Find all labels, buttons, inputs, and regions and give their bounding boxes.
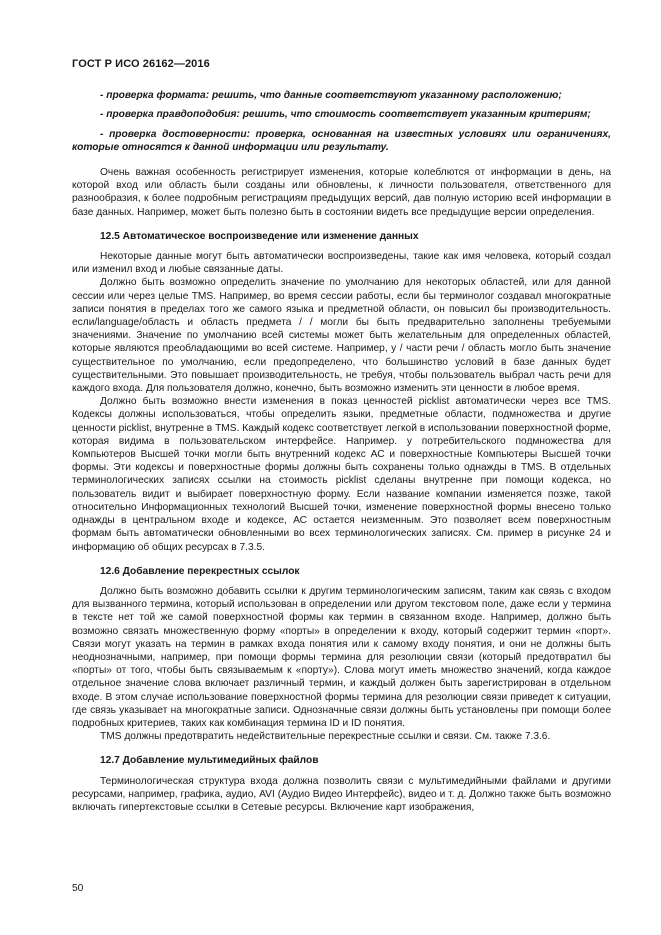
document-header: ГОСТ Р ИСО 26162—2016 <box>72 58 210 70</box>
list-item-validity-check: - проверка достоверности: проверка, основанная на известных условиях или ограничениях, которые относятся к данной информации или результату. <box>72 128 611 153</box>
intro-paragraph: Очень важная особенность регистрирует изменения, которые колеблются от информации в день, на которой вход или область были созданы или обновлены, к личности пользователя, ответственного для разнообразия, к более подробным регистрациям предыдущих версий, дав полную историю всей информации в базе данных. Например, может быть полезно быть в состоянии видеть все предыдущие версии определения. <box>72 167 611 218</box>
paragraph-12-6-2: TMS должны предотвратить недействительные перекрестные ссылки и связи. См. также 7.3.6. <box>100 731 551 743</box>
list-item-plausibility-check: - проверка правдоподобия: решить, что стоимость соответствует указанным критериям; <box>100 109 591 121</box>
paragraph-12-5-1: Некоторые данные могут быть автоматически воспроизведены, такие как имя человека, который создал или изменил вход и любые связанные даты. <box>72 251 611 276</box>
section-heading-12-6: 12.6 Добавление перекрестных ссылок <box>100 565 300 577</box>
paragraph-12-6-1: Должно быть возможно добавить ссылки к другим терминологическим записям, таким как связь с входом для вызванного термина, который использован в определении или другом текстовом поле, даже если у термина в тексте нет той же самой поверхностной формы как термин в связанном входе. Например, должно быть возможно связать множественную форму «порты» в определении к входу, который содержит термин «порт». Связи могут указать на термин в рамках входа понятия или к самому входу понятия, и они не должны быть неоднозначными, например, при помощи формы термина для резолюции связи (который предотвратил бы «порты» от того, чтобы быть связываемым к «порту»). Слова могут иметь множество значений, когда каждое отдельное значение слова включает различный термин, и каждый должен быть зарегистрирован в отдельном входе. В этом случае использование поверхностной формы термина для резолюции связи приведет к ситуации, где связь указывает на многократные записи. Однозначные связи должны быть установлены при помощи более подробных критериев, таких как комбинация термина ID и ID понятия. <box>72 585 611 729</box>
check-list <box>72 89 611 154</box>
list-item-format-check: - проверка формата: решить, что данные соответствуют указанному расположению; <box>100 90 562 102</box>
section-heading-12-5: 12.5 Автоматическое воспроизведение или изменение данных <box>100 230 419 242</box>
paragraph-12-5-2: Должно быть возможно определить значение по умолчанию для некоторых областей, или для данной сессии или через целые TMS. Например, во время сессии работы, если бы терминолог создавал многократные записи понятия в пределах того же самого языка и предметной области, он повысил бы производительность. если/language/область и область предмета / / могли бы быть предварительно заполнены требуемыми значениями. Значение по умолчанию всей системы может быть желательным для определенных областей, которые являются преобладающими во всей системе. Например, у / части речи / область могло быть значение существительное по умолчанию, если предопределено, что большинство условий в базе данных будет существительными. Это повышает производительность, не требуя, чтобы пользователь выбрал часть речи для каждого входа. Для пользователя должно, конечно, быть возможно изменить эти ценности в любое время. <box>72 277 611 395</box>
paragraph-12-5-3: Должно быть возможно внести изменения в показ ценностей picklist автоматически через все TMS. Кодексы должны использоваться, чтобы определить языки, предметные области, подмножества и другие ценности picklist, внутренне в TMS. Каждый кодекс соответствует легкой в использовании поверхностной форме, которая видима в пользовательском интерфейсе. Например. у потребительского подмножества для Компьютеров Высшей точки могли быть внутренний кодекс АС и поверхностные Компьютеры Высшей точки формы. Эти кодексы и поверхностные формы должны быть сохранены только однажды в TMS. В отдельных терминологических записях ссылки на стоимость picklist сделаны внутренне при помощи кодекса, но пользователь видит и выбирает поверхностную форму. Если название компании изменяется позже, такой относительно Информационных технологий Высшей точки, изменение поверхностной формы внесено только однажды в центральном входе и кодексе, АС остается неизменным. Это позволяет всем поверхностным формам быть автоматически обновленными во всех терминологических записях. См. пример в рисунке 24 и информацию об общих ресурсах в 7.3.5. <box>72 396 611 553</box>
page-number: 50 <box>72 883 84 894</box>
section-heading-12-7: 12.7 Добавление мультимедийных файлов <box>100 755 319 767</box>
paragraph-12-7-1: Терминологическая структура входа должна позволить связи с мультимедийными файлами и другими ресурсами, например, графика, аудио, AVI (Аудио Видео Интерфейс), видео и т. д. Должно также быть возможно включать гипертекстовые ссылки в Сетевые ресурсы. Включение карт изображения, <box>72 775 611 813</box>
